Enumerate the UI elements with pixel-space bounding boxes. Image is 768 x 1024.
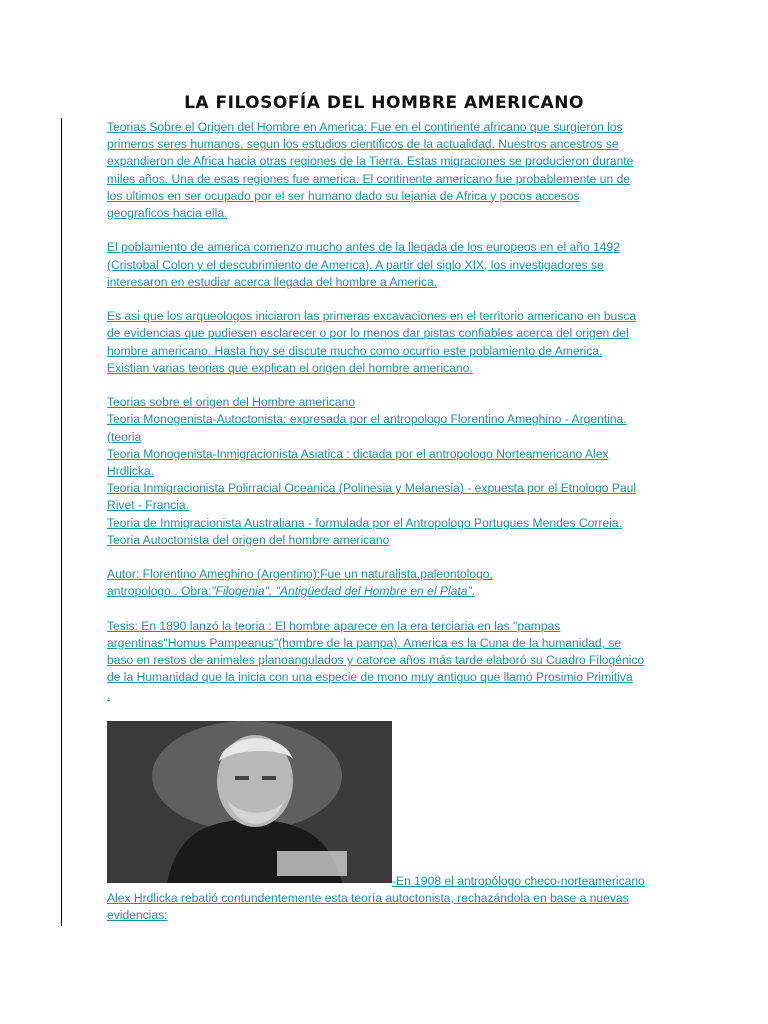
text-line[interactable]: Teorias Sobre el Origen del Hombre en America: Fue en el continente africano que surgieron los: [107, 120, 623, 134]
paragraph-origin-theories[interactable]: [107, 119, 662, 222]
text-line[interactable]: de evidencias que pudiesen esclarecer o por lo menos dar pistas confiables acerca del origen del: [107, 326, 629, 341]
text-line[interactable]: El poblamiento de america comenzo mucho antes de la llegada de los europeos en el año 1492: [107, 240, 620, 255]
text-line[interactable]: (teoria: [107, 429, 142, 444]
portrait-photo: [107, 721, 392, 883]
author-works-end[interactable]: .: [471, 584, 476, 599]
margin-bar: [61, 118, 62, 926]
paragraph-settlement[interactable]: [107, 239, 662, 291]
text-line[interactable]: geograficos hacia ella.: [107, 206, 228, 221]
text-line[interactable]: Alex Hrdlicka rebatió contundentemente esta teoría autoctonista, rechazándola en base a nuevas: [107, 891, 629, 906]
text-line[interactable]: Teorias sobre el origen del Hombre americano: [107, 395, 356, 410]
text-line[interactable]: .: [107, 687, 111, 702]
text-line[interactable]: Teoria Monogenista-Inmigracionista Asiatica : dictada por el antropologo Norteamericano Alex: [107, 446, 609, 461]
author-work-label[interactable]: antropologo . Obra:: [107, 584, 212, 599]
text-line[interactable]: primeros seres humanos, segun los estudios cientificos de la actualidad. Nuestros ancestros se: [107, 137, 619, 152]
text-line[interactable]: expandieron de Africa hacia otras regiones de la Tierra. Estas migraciones se producieron durante: [107, 154, 634, 169]
paragraph-author[interactable]: [107, 566, 662, 600]
text-line[interactable]: Teoria Monogenista-Autoctonista: expresada por el antropologo Florentino Ameghino - Argentina.: [107, 412, 627, 427]
text-line[interactable]: hombre americano. Hasta hoy se discute mucho como ocurrio este poblamiento de America.: [107, 343, 603, 358]
text-line[interactable]: baso en restos de animales planoangulados y catorce años más tarde elaboró su Cuadro Filogénico: [107, 653, 645, 668]
text-line[interactable]: Tesis: En 1890 lanzó la teoria : El hombre aparece en la era terciaria en las "pampas: [107, 618, 561, 633]
text-line[interactable]: Teoria de Inmigracionista Australiana - formulada por el Antropologo Portugues Mendes Correia.: [107, 515, 622, 530]
text-line[interactable]: argentinas"Homus Pampeanus"(hombre de la pampa). America es la Cuna de la humanidad, se: [107, 636, 622, 651]
text-line[interactable]: Es asi que los arqueologos iniciaron las primeras excavaciones en el territorio americano en busca: [107, 309, 637, 324]
paragraph-archaeology[interactable]: [107, 308, 662, 377]
text-line[interactable]: los ultimos en ser ocupado por el ser humano dado su lejania de Africa y pocos accesos: [107, 188, 580, 203]
photo-section: [107, 721, 662, 921]
text-line[interactable]: Hrdlicka.: [107, 464, 155, 479]
text-line[interactable]: Rivet - Francia.: [107, 498, 189, 513]
text-line[interactable]: interesaron en estudiar acerca llegada del hombre a America.: [107, 274, 438, 289]
text-line[interactable]: miles años. Una de esas regiones fue america. El continente americano fue probablemente un de: [107, 171, 631, 186]
text-line[interactable]: Teoria Autoctonista del origen del hombre americano: [107, 532, 390, 547]
photo-caption-first[interactable]: -En 1908 el antropólogo checo-norteamericano: [392, 874, 645, 889]
text-line[interactable]: (Cristobal Colon y el descubrimiento de America). A partir del siglo XIX, los investigadores se: [107, 257, 604, 272]
text-line[interactable]: evidencias:: [107, 908, 168, 923]
theories-list[interactable]: [107, 394, 662, 549]
text-line[interactable]: Teoria Inmigracionista Polirracial Oceanica (Polinesia y Melanesia) - expuesta por el Etnologo Paul: [107, 481, 637, 496]
author-works[interactable]: "Filogenia", "Antigüedad del Hombre en el Plata": [211, 584, 472, 599]
author-line[interactable]: Autor: Florentino Ameghino (Argentino):Fue un naturalista,paleontologo,: [107, 567, 493, 582]
photo-caption-rest[interactable]: [107, 890, 662, 924]
text-line[interactable]: de la Humanidad que la inicia con una especie de mono muy antiguo que llamó Prosimio Primitiva: [107, 670, 633, 685]
page-title: LA FILOSOFÍA DEL HOMBRE AMERICANO: [184, 93, 584, 113]
paragraph-thesis[interactable]: [107, 618, 662, 704]
text-line[interactable]: Existian varias teorias que explican el origen del hombre americano.: [107, 360, 473, 375]
portrait-graphic: [107, 721, 392, 883]
document-body: [107, 119, 662, 921]
